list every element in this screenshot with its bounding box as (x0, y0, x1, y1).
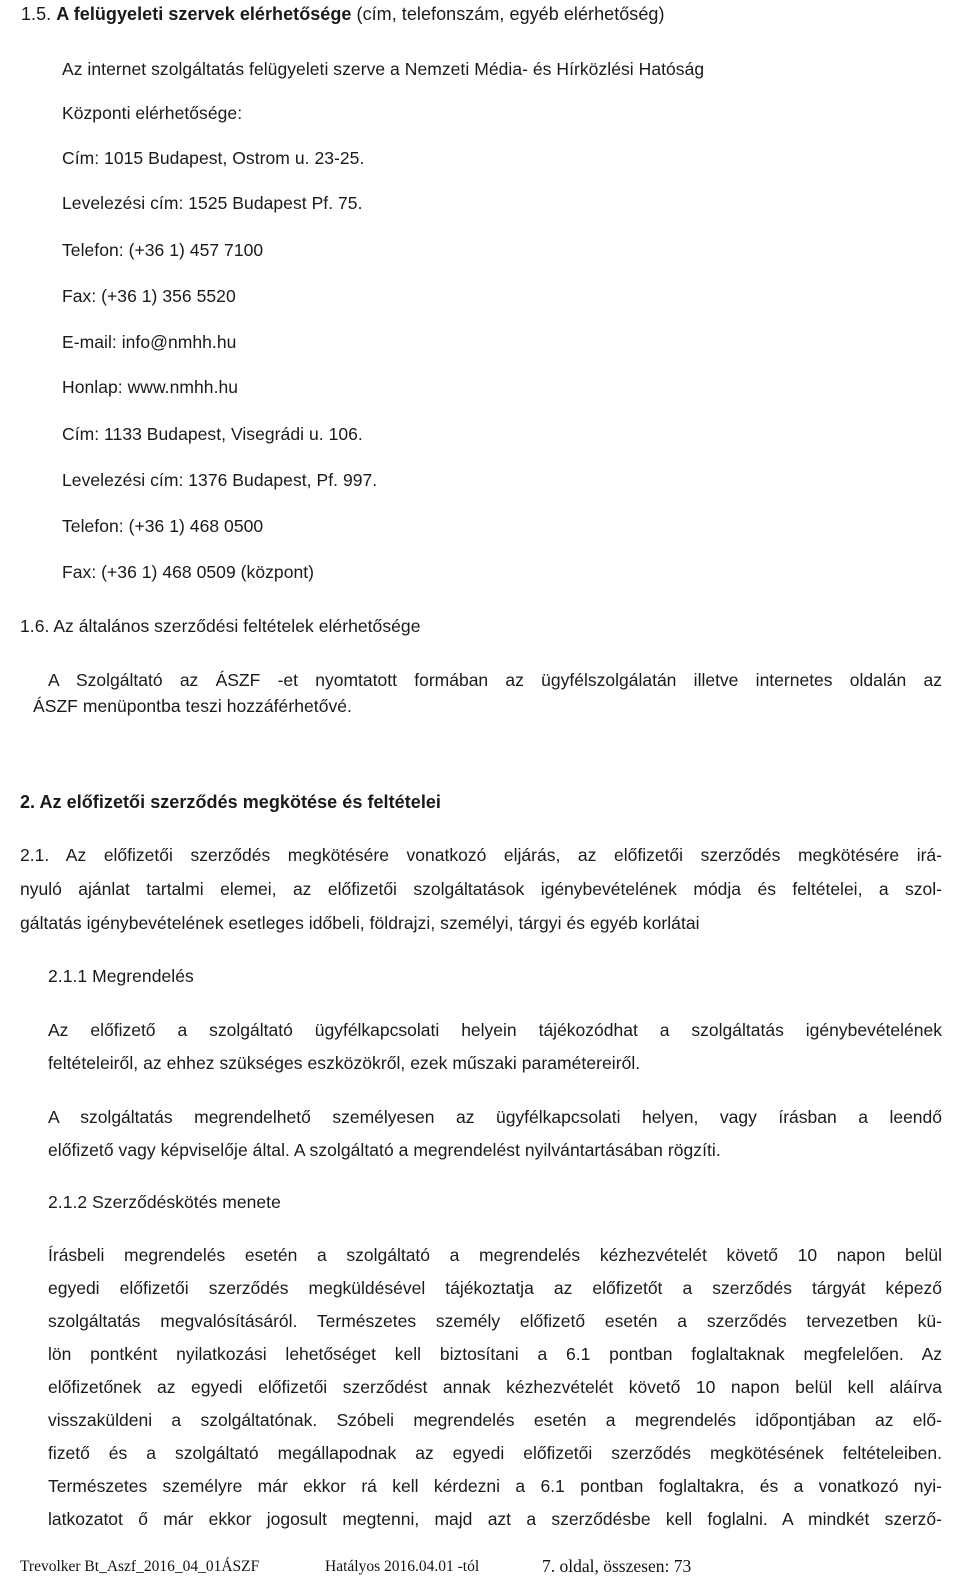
paragraph-line: nyuló ajánlat tartalmi elemei, az előfizetői szolgáltatások igénybevételének módja és feltételei, a szol- (20, 879, 942, 899)
footer-page-number: 7. oldal, összesen: 73 (542, 1556, 692, 1576)
website-line: Honlap: www.nmhh.hu (62, 377, 239, 397)
email-line: E-mail: info@nmhh.hu (62, 332, 237, 352)
address-line: Cím: 1015 Budapest, Ostrom u. 23-25. (62, 148, 365, 168)
footer-effective-date: Hatályos 2016.04.01 -tól (325, 1558, 480, 1575)
section-1-5-heading (21, 3, 665, 25)
section-title: A felügyeleti szervek elérhetősége (56, 4, 352, 24)
text-line: Az internet szolgáltatás felügyeleti szerve a Nemzeti Média- és Hírközlési Hatóság (62, 59, 705, 79)
mailing-address-line: Levelezési cím: 1525 Budapest Pf. 75. (62, 193, 363, 213)
fax-line: Fax: (+36 1) 356 5520 (62, 286, 236, 306)
text-line: ÁSZF menüpontba teszi hozzáférhetővé. (33, 696, 352, 716)
phone-line: Telefon: (+36 1) 457 7100 (62, 240, 264, 260)
paragraph-line: A szolgáltatás megrendelhető személyesen az ügyfélkapcsolati helyen, vagy írásban a leendő (48, 1107, 942, 1127)
section-number: 1.5. (21, 4, 52, 24)
paragraph-line: egyedi előfizetői szerződés megküldésével tájékoztatja az előfizetőt a szerződés tárgyát képező (48, 1278, 942, 1298)
paragraph-line: előfizető vagy képviselője által. A szolgáltató a megrendelést nyilvántartásában rögzíti. (48, 1140, 721, 1160)
paragraph-line: lön pontként nyilatkozási lehetőséget kell biztosítani a 6.1 pontban foglaltaknak megfelelően. Az (48, 1344, 942, 1364)
paragraph-line: feltételeiről, az ehhez szükséges eszközökről, ezek műszaki paramétereiről. (48, 1053, 641, 1073)
paragraph-line: előfizetőnek az egyedi előfizetői szerződést annak kézhezvételét követő 10 napon belül kell aláírva (48, 1377, 942, 1397)
paragraph-line: Természetes személyre már ekkor rá kell kérdezni a 6.1 pontban foglaltakra, és a vonatkozó nyi- (48, 1476, 942, 1496)
address-line: Cím: 1133 Budapest, Visegrádi u. 106. (62, 424, 363, 444)
section-1-6-heading: 1.6. Az általános szerződési feltételek elérhetősége (20, 616, 421, 636)
subsection-2-1-2-heading: 2.1.2 Szerződéskötés menete (48, 1192, 281, 1212)
phone-line: Telefon: (+36 1) 468 0500 (62, 516, 264, 536)
paragraph-line: fizető és a szolgáltató megállapodnak az egyedi előfizetői szerződés megkötésének feltételeiben. (48, 1443, 942, 1463)
fax-line: Fax: (+36 1) 468 0509 (központ) (62, 562, 315, 582)
paragraph-line: visszaküldeni a szolgáltatónak. Szóbeli megrendelés esetén a megrendelés időpontjában az elő- (48, 1410, 942, 1430)
paragraph-line: 2.1. Az előfizetői szerződés megkötésére vonatkozó eljárás, az előfizetői szerződés megkötésére irá- (20, 845, 942, 865)
paragraph-line: Az előfizető a szolgáltató ügyfélkapcsolati helyein tájékozódhat a szolgáltatás igénybevételének (48, 1020, 942, 1040)
paragraph-line: gáltatás igénybevételének esetleges időbeli, földrajzi, személyi, tárgyi és egyéb korlátai (20, 913, 700, 933)
page-footer (20, 1557, 940, 1577)
section-title-note: (cím, telefonszám, egyéb elérhetőség) (351, 4, 665, 24)
footer-document-name: Trevolker Bt_Aszf_2016_04_01ÁSZF (20, 1558, 260, 1575)
paragraph-line: szolgáltatás megvalósításáról. Természetes személy előfizető esetén a szerződés tervezetben kü- (48, 1311, 942, 1331)
text-line: Központi elérhetősége: (62, 103, 243, 123)
section-2-heading: 2. Az előfizetői szerződés megkötése és feltételei (20, 792, 441, 812)
mailing-address-line: Levelezési cím: 1376 Budapest, Pf. 997. (62, 470, 378, 490)
paragraph-line: Írásbeli megrendelés esetén a szolgáltató a megrendelés kézhezvételét követő 10 napon belül (48, 1245, 942, 1265)
paragraph-line: latkozatot ő már ekkor jogosult megtenni, majd azt a szerződésbe kell foglalni. A mindkét szerző- (48, 1509, 942, 1529)
text-line: A Szolgáltató az ÁSZF -et nyomtatott formában az ügyfélszolgálatán illetve internetes oldalán az (48, 670, 942, 690)
subsection-2-1-1-heading: 2.1.1 Megrendelés (48, 966, 194, 986)
